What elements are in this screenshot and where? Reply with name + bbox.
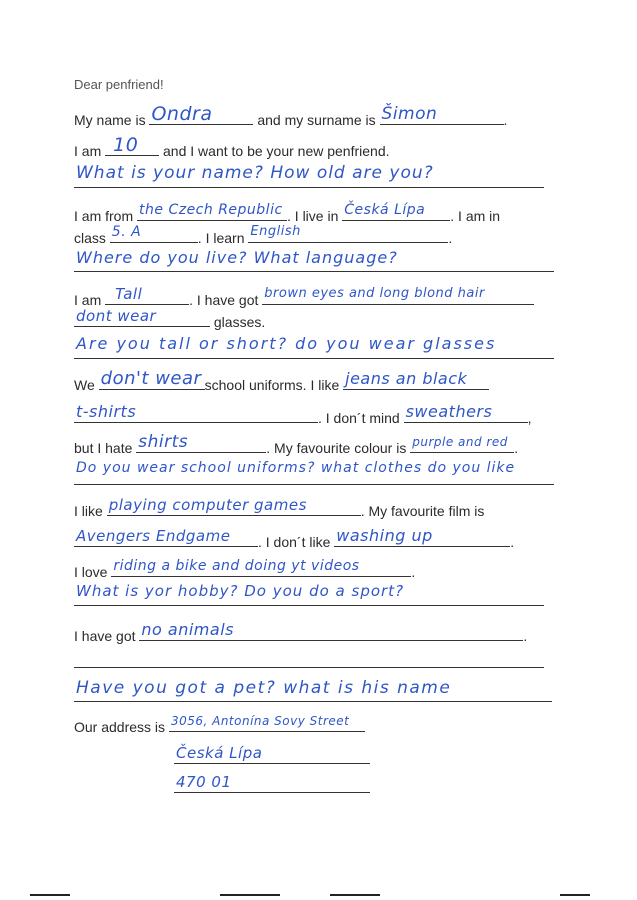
surname-blank[interactable] [380,106,504,125]
address-blank-3[interactable] [174,774,370,793]
period: . [510,534,515,550]
language-answer: English [250,224,301,239]
label-we: We [74,377,95,393]
label-i-have-got: . I have got [189,292,259,308]
like-clothes-blank-2[interactable] [74,404,318,423]
period: . [523,628,528,644]
period: . [448,230,453,246]
like-clothes-answer-2: t-shirts [76,402,137,421]
country-blank[interactable] [137,202,287,221]
question-rule-2[interactable] [74,271,554,272]
greeting-text: Dear penfriend! [74,77,164,92]
hate-blank[interactable] [136,434,266,453]
hate-answer: shirts [138,432,189,452]
dont-like-answer: washing up [336,526,433,545]
greeting [74,76,164,94]
period: . [411,564,416,580]
question-name-age: What is your name? How old are you? [76,163,434,183]
film-line [74,528,514,551]
question-rule-3[interactable] [74,358,554,359]
surname-answer: Šimon [381,104,438,124]
name-answer: Ondra [151,103,213,125]
question-rule-1[interactable] [74,187,544,188]
label-fav-colour: . My favourite colour is [266,440,407,456]
scan-mark [560,894,590,896]
class-line [74,224,452,247]
hate-line [74,434,518,457]
label-want-penfriend: and I want to be your new penfriend. [163,143,390,159]
features-blank[interactable] [262,286,534,305]
love-answer: riding a bike and doing yt videos [113,558,360,574]
address-blank-2[interactable] [174,745,370,764]
glasses-answer: dont wear [76,307,157,325]
uniforms-answer: don't wear [100,368,202,389]
age-blank[interactable] [105,134,159,156]
glasses-line [74,308,265,331]
like-activity-blank[interactable] [107,497,361,516]
age-answer: 10 [113,134,139,156]
period: . [503,112,508,128]
language-blank[interactable] [248,224,448,243]
scan-mark [220,894,280,896]
label-but-i-hate: but I hate [74,440,133,456]
love-blank[interactable] [111,558,411,577]
label-dont-like: . I don´t like [258,534,331,550]
question-rule-4[interactable] [74,484,554,485]
label-i-am-in: . I am in [450,208,501,224]
love-line [74,558,415,581]
question-tall-glasses: Are you tall or short? do you wear glasses [76,334,497,353]
age-line [74,134,390,160]
label-our-address: Our address is [74,719,166,735]
scan-mark [30,894,70,896]
glasses-blank[interactable] [74,308,210,327]
town-blank[interactable] [342,202,450,221]
name-line [74,103,508,129]
colour-answer: purple and red [412,435,508,449]
scan-mark [330,894,380,896]
label-i-have-got-2: I have got [74,628,136,644]
question-uniforms-clothes: Do you wear school uniforms? what clothes do you like [76,460,516,476]
comma: , [527,410,532,426]
empty-rule[interactable] [74,667,544,668]
uniforms-blank[interactable] [99,368,205,390]
have-got-answer: no animals [141,620,234,639]
activity-line [74,497,484,520]
address-answer-1: 3056, Antonína Sovy Street [170,714,350,728]
town-answer: Česká Lípa [344,202,426,218]
question-hobby: What is yor hobby? Do you do a sport? [76,582,405,600]
film-blank[interactable] [74,528,258,547]
class-blank[interactable] [110,224,198,243]
label-i-am-2: I am [74,292,102,308]
height-answer: Tall [115,285,143,303]
from-line [74,202,500,225]
like-clothes-answer: jeans an black [345,369,468,388]
question-rule-5[interactable] [74,605,544,606]
label-fav-film: . My favourite film is [360,503,485,519]
label-my-name: My name is [74,112,146,128]
have-got-line [74,622,527,645]
label-i-love: I love [74,564,108,580]
label-dont-mind: . I don´t mind [318,410,400,426]
label-i-am-from: I am from [74,208,134,224]
label-i-like: I like [74,503,103,519]
label-class: class [74,230,106,246]
address-line [74,713,365,736]
question-pet: Have you got a pet? what is his name [76,678,452,698]
label-i-live-in: . I live in [287,208,339,224]
dont-mind-answer: sweathers [405,402,493,421]
like-clothes-blank[interactable] [343,371,489,390]
label-i-learn: . I learn [197,230,245,246]
dont-mind-blank[interactable] [404,404,528,423]
address-blank-1[interactable] [169,713,365,732]
dont-like-blank[interactable] [334,528,510,547]
label-i-am: I am [74,143,102,159]
class-answer: 5. A [111,224,142,240]
label-glasses: glasses. [213,314,266,330]
name-blank[interactable] [149,103,253,125]
question-live-language: Where do you live? What language? [76,248,398,267]
label-school-uniforms: school uniforms. I like [204,377,340,393]
height-blank[interactable] [105,286,189,305]
question-rule-6[interactable] [74,701,552,702]
address-line-3 [174,774,370,797]
have-got-blank[interactable] [139,622,523,641]
height-line [74,286,534,309]
film-answer: Avengers Endgame [76,527,231,545]
like-activity-answer: playing computer games [108,496,307,514]
dont-mind-line [74,404,531,427]
label-surname: and my surname is [257,112,376,128]
features-answer: brown eyes and long blond hair [264,286,485,301]
address-answer-3: 470 01 [176,773,232,791]
address-line-2 [174,745,370,768]
uniforms-line [74,368,489,394]
country-answer: the Czech Republic [139,202,283,218]
colour-blank[interactable] [410,434,514,453]
period: . [514,440,519,456]
address-answer-2: Česká Lípa [176,744,263,762]
